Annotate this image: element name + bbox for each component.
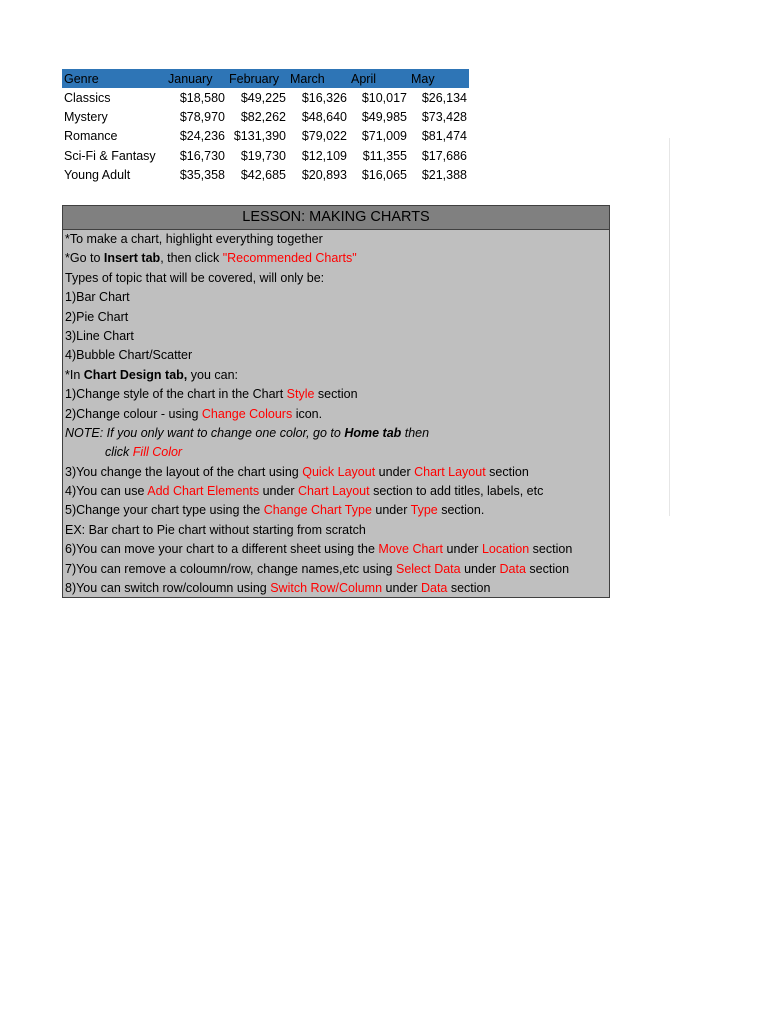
lesson-line[interactable] <box>63 327 609 346</box>
lesson-text: *In <box>65 367 84 382</box>
sales-table <box>62 69 469 185</box>
lesson-text: under <box>259 484 299 499</box>
lesson-text: 3)Line Chart <box>65 328 134 343</box>
highlighted-text: Add Chart Elements <box>147 484 260 499</box>
lesson-text: Chart Design tab, <box>83 367 188 382</box>
lesson-title[interactable]: LESSON: MAKING CHARTS <box>63 206 609 230</box>
value-cell[interactable]: $16,065 <box>361 168 407 183</box>
lesson-text: section <box>314 387 358 402</box>
highlighted-text: Chart Layout <box>298 484 370 499</box>
highlighted-text: Switch Row/Column <box>270 581 383 596</box>
lesson-text: 2)Change colour - using <box>65 406 202 421</box>
lesson-text: 3)You change the layout of the chart using <box>65 464 303 479</box>
lesson-line[interactable] <box>63 501 609 520</box>
lesson-text: EX: Bar chart to Pie chart without starting from scratch <box>65 522 366 537</box>
highlighted-text: Move Chart <box>378 542 444 557</box>
highlighted-text: Data <box>499 561 526 576</box>
lesson-text: *Go to <box>65 251 104 266</box>
lesson-text: section. <box>437 503 485 518</box>
lesson-line[interactable] <box>63 424 609 443</box>
table-header-row <box>62 69 469 88</box>
lesson-text: *To make a chart, highlight everything together <box>65 232 323 246</box>
value-cell[interactable]: $81,474 <box>421 129 467 144</box>
genre-cell[interactable]: Classics <box>64 90 111 105</box>
lesson-line[interactable] <box>63 366 609 385</box>
lesson-line[interactable] <box>63 288 609 307</box>
header-may[interactable]: May <box>409 69 469 88</box>
lesson-text: NOTE: If you only want to change one color, go to <box>65 425 345 440</box>
lesson-text: Home tab <box>344 425 402 440</box>
value-cell[interactable]: $26,134 <box>421 90 467 105</box>
lesson-line[interactable] <box>63 521 609 540</box>
genre-cell[interactable]: Young Adult <box>64 168 131 183</box>
lesson-box <box>62 205 610 598</box>
table-row <box>62 127 469 146</box>
lesson-text: , then click <box>160 251 223 266</box>
value-cell[interactable]: $16,326 <box>301 90 347 105</box>
table-row <box>62 107 469 126</box>
lesson-text: 7)You can remove a coloumn/row, change names,etc using <box>65 561 396 576</box>
lesson-text: 2)Pie Chart <box>65 309 129 324</box>
lesson-line[interactable] <box>63 463 609 482</box>
lesson-text: under <box>375 464 415 479</box>
value-cell[interactable]: $49,985 <box>361 110 407 125</box>
lesson-text: section <box>525 561 570 576</box>
highlighted-text: Select Data <box>395 561 461 576</box>
value-cell[interactable]: $49,225 <box>240 90 286 105</box>
lesson-text: section <box>447 581 491 596</box>
lesson-text: under <box>460 561 500 576</box>
lesson-text: under <box>382 581 421 596</box>
value-cell[interactable]: $131,390 <box>233 129 286 144</box>
highlighted-text: Fill Color <box>132 445 183 460</box>
value-cell[interactable]: $79,022 <box>301 129 347 144</box>
table-row <box>62 88 469 107</box>
lesson-text: Types of topic that will be covered, will only be: <box>65 270 325 285</box>
lesson-text: 4)Bubble Chart/Scatter <box>65 348 193 363</box>
value-cell[interactable]: $73,428 <box>421 110 467 125</box>
lesson-line[interactable] <box>63 385 609 404</box>
value-cell[interactable]: $48,640 <box>301 110 347 125</box>
table-row <box>62 146 469 165</box>
lesson-text: section to add titles, labels, etc <box>369 484 544 499</box>
value-cell[interactable]: $21,388 <box>421 168 467 183</box>
highlighted-text: Chart Layout <box>414 464 486 479</box>
value-cell[interactable]: $17,686 <box>421 148 467 163</box>
header-genre[interactable]: Genre <box>62 69 166 88</box>
divider-line <box>669 138 670 516</box>
value-cell[interactable]: $78,970 <box>179 110 225 125</box>
lesson-text: under <box>443 542 482 557</box>
highlighted-text: Data <box>420 581 448 596</box>
highlighted-text: Type <box>410 503 438 518</box>
lesson-line[interactable] <box>63 443 609 462</box>
lesson-line[interactable] <box>63 540 609 559</box>
value-cell[interactable]: $71,009 <box>361 129 407 144</box>
lesson-line[interactable] <box>63 482 609 501</box>
highlighted-text: Change Chart Type <box>263 503 372 518</box>
lesson-text: section <box>485 464 529 479</box>
value-cell[interactable]: $10,017 <box>361 90 407 105</box>
lesson-text: 1)Change style of the chart in the Chart <box>65 387 287 402</box>
value-cell[interactable]: $16,730 <box>179 148 225 163</box>
lesson-line[interactable] <box>63 405 609 424</box>
value-cell[interactable]: $82,262 <box>240 110 286 125</box>
lesson-line[interactable] <box>63 346 609 365</box>
table-row <box>62 166 469 185</box>
lesson-text: you can: <box>187 367 238 382</box>
highlighted-text: Location <box>481 542 530 557</box>
lesson-text: 8)You can switch row/coloumn using <box>65 581 271 596</box>
value-cell[interactable]: $11,355 <box>362 148 407 163</box>
lesson-text: Insert tab <box>103 251 161 266</box>
highlighted-text: Quick Layout <box>302 464 376 479</box>
value-cell[interactable]: $35,358 <box>179 168 225 183</box>
highlighted-text: Change Colours <box>201 406 293 421</box>
lesson-text: click <box>105 445 133 460</box>
lesson-text: 6)You can move your chart to a different sheet using the <box>65 542 379 557</box>
lesson-line[interactable] <box>63 579 609 598</box>
highlighted-text: Style <box>286 387 315 402</box>
lesson-text: 5)Change your chart type using the <box>65 503 264 518</box>
genre-cell[interactable]: Mystery <box>64 110 108 125</box>
value-cell[interactable]: $24,236 <box>179 129 225 144</box>
lesson-body <box>63 230 609 598</box>
lesson-text: 4)You can use <box>65 484 148 499</box>
lesson-line[interactable] <box>63 269 609 288</box>
genre-cell[interactable]: Sci-Fi & Fantasy <box>64 148 156 163</box>
lesson-text: 1)Bar Chart <box>65 290 130 305</box>
value-cell[interactable]: $12,109 <box>301 148 347 163</box>
header-april[interactable]: April <box>349 69 409 88</box>
value-cell[interactable]: $42,685 <box>240 168 286 183</box>
value-cell[interactable]: $18,580 <box>179 90 225 105</box>
lesson-text: under <box>371 503 411 518</box>
lesson-text: icon. <box>292 406 323 421</box>
lesson-line[interactable] <box>63 230 609 249</box>
lesson-text: section <box>529 542 573 557</box>
header-march[interactable]: March <box>288 69 349 88</box>
lesson-line[interactable] <box>63 308 609 327</box>
header-january[interactable]: January <box>166 69 227 88</box>
lesson-line[interactable] <box>63 249 609 268</box>
lesson-text: then <box>401 425 430 440</box>
value-cell[interactable]: $20,893 <box>301 168 347 183</box>
lesson-line[interactable] <box>63 560 609 579</box>
genre-cell[interactable]: Romance <box>64 129 118 144</box>
header-february[interactable]: February <box>227 69 288 88</box>
value-cell[interactable]: $19,730 <box>240 148 286 163</box>
highlighted-text: "Recommended Charts" <box>222 251 357 266</box>
